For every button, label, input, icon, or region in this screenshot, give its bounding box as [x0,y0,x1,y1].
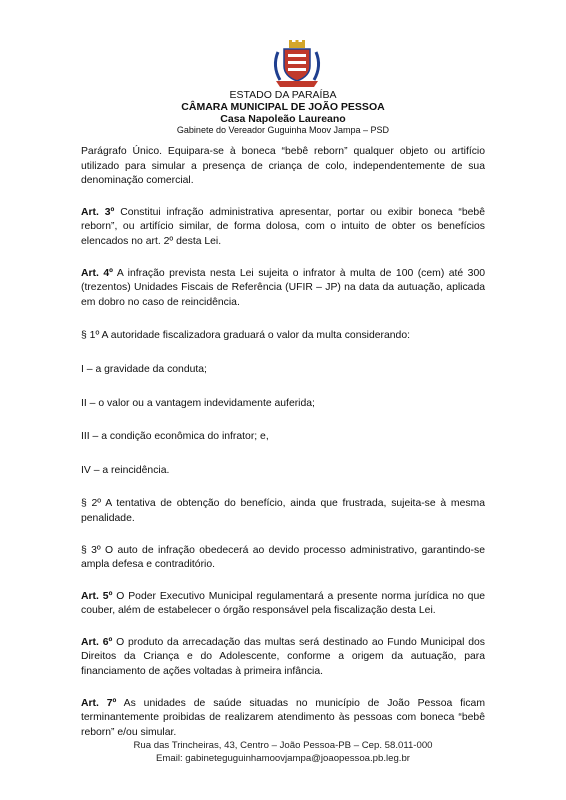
header-chamber: CÂMARA MUNICIPAL DE JOÃO PESSOA [181,101,385,113]
article-7: Art. 7º As unidades de saúde situadas no município de João Pessoa ficam terminantemente proibidas de realizarem atendimento às pessoas com boneca “bebê reborn” e/ou simular. [81,697,485,738]
paragraph: § 1º A autoridade fiscalizadora graduará o valor da multa considerando: [81,330,410,342]
header-state: ESTADO DA PARAÍBA [229,89,337,101]
article-5: Art. 5º O Poder Executivo Municipal regulamentará a presente norma jurídica no que couber, além de estabelecer o órgão responsável pela fiscalização desta Lei. [81,590,486,617]
list-item: IV – a reincidência. [81,464,170,476]
article-4: Art. 4º A infração prevista nesta Lei sujeita o infrator à multa de 100 (cem) até 300 (trezentos) Unidades Fiscais de Referência (UFIR – JP) na data da autuação, aplicada em dobro no caso de reincidência. [81,267,485,308]
article-label: Art. 7º [81,697,117,709]
footer-email: Email: gabineteguguinhamoovjampa@joaopessoa.pb.leg.br [155,753,410,764]
paragraph: § 2º A tentativa de obtenção do benefício, ainda que frustrada, sujeita-se à mesma penalidade. [81,498,485,524]
paragraph: § 3º O auto de infração obedecerá ao devido processo administrativo, garantindo-se ampla defesa e contraditório. [81,544,485,571]
article-label: Art. 6º [81,636,113,648]
article-label: Art. 3º [81,206,115,218]
list-item: III – a condição econômica do infrator; e, [81,431,269,443]
article-3: Art. 3º Constitui infração administrativa apresentar, portar ou exibir boneca “bebê reborn”, ou artifício similar, de forma dolosa, com o intuito de obter os benefícios elencados no art. 2º desta Lei. [81,206,485,247]
article-6: Art. 6º O produto da arrecadação das multas será destinado ao Fundo Municipal dos Direitos da Criança e do Adolescente, conforme a origem da autuação, para financiamento de ações voltadas à primeira infância. [81,636,485,678]
article-label: Art. 5º [81,590,113,602]
document-body [81,145,485,740]
header-house: Casa Napoleão Laureano [220,113,346,125]
header-office: Gabinete do Vereador Guguinha Moov Jampa – PSD [176,125,390,135]
coat-of-arms-icon [270,40,324,88]
paragraph: Parágrafo Único. Equipara-se à boneca “bebê reborn” qualquer objeto ou artifício utilizado para simular a presença de criança de colo, independentemente de sua denominação comercial. [81,146,485,187]
footer-address: Rua das Trincheiras, 43, Centro – João Pessoa-PB – Cep. 58.011-000 [133,740,433,751]
article-label: Art. 4º [81,267,113,279]
list-item: I – a gravidade da conduta; [81,363,207,375]
list-item: II – o valor ou a vantagem indevidamente auferida; [81,397,315,409]
